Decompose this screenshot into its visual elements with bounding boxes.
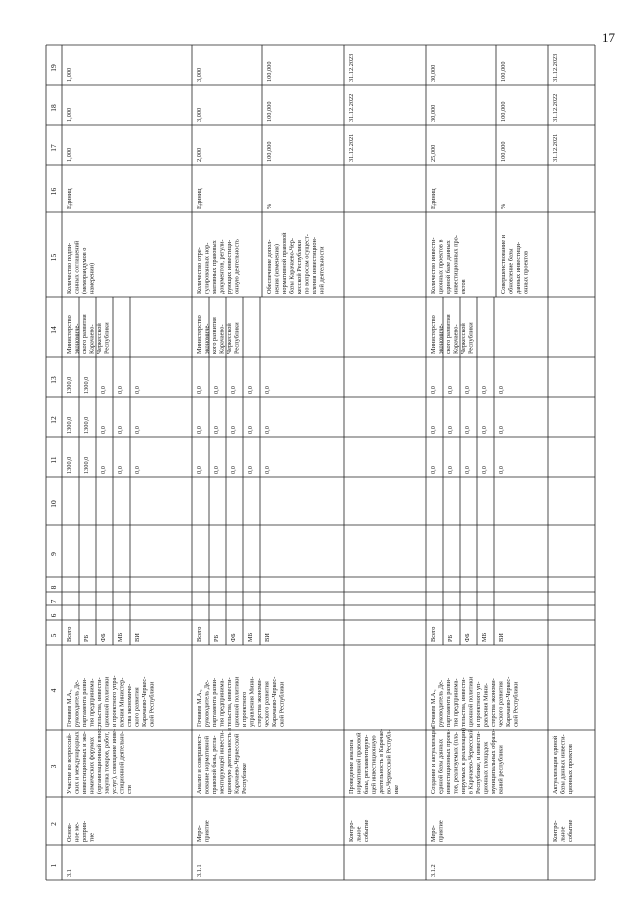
row-executor: кого развития xyxy=(211,317,218,354)
value-2023: 1,000 xyxy=(66,67,73,82)
value-2023: 100,000 xyxy=(500,61,507,82)
row-type: ное ме- xyxy=(73,822,81,842)
value-2023: 3,000 xyxy=(196,67,203,82)
amount-col-12: 0,0 xyxy=(100,426,107,434)
indicator-name: намерении) xyxy=(88,262,96,294)
indicator-name: ектов xyxy=(460,279,467,294)
amount-col-11: 0,0 xyxy=(230,466,237,474)
amount-col-11: 0,0 xyxy=(213,466,220,474)
amount-col-12: 0,0 xyxy=(213,426,220,434)
amount-col-13: 0,0 xyxy=(117,386,124,394)
funding-source: ФБ xyxy=(464,633,471,642)
row-title: ваний республики xyxy=(497,745,505,794)
row-responsible: и проектного уп- xyxy=(475,681,482,727)
row-number: 3.1 xyxy=(66,869,73,877)
row-title: муниципальных образо- xyxy=(490,728,497,794)
row-responsible: равления Мини- xyxy=(482,683,490,727)
row-title: деятельность в Карачае- xyxy=(378,728,385,794)
row-title: Проведение анализа xyxy=(348,739,355,794)
deadline-2023: 31.12.2023 xyxy=(552,53,559,82)
indicator-name: документов, регули- xyxy=(218,239,226,294)
funding-source: ВИ xyxy=(264,633,271,642)
amount-col-11: 0,0 xyxy=(481,466,488,474)
row-executor: Республики xyxy=(103,322,111,354)
row-responsible: партамента разви- xyxy=(81,677,88,727)
indicator-name: (меморандумов о xyxy=(81,247,88,294)
value-2021: 25,000 xyxy=(430,144,437,162)
row-responsible: стерства экономи- xyxy=(490,678,497,727)
row-title: номических форумах xyxy=(88,736,96,794)
indicator-name: Количество подпи- xyxy=(66,242,73,294)
amount-col-11: 1300,0 xyxy=(83,456,90,474)
row-title: Создание и актуализация xyxy=(430,726,437,794)
row-title: единой базы данных xyxy=(437,738,445,794)
funding-source: ФБ xyxy=(230,633,237,642)
row-type: льное xyxy=(355,826,363,842)
row-type: событие xyxy=(567,819,574,842)
row-title: нируемых к реализации) xyxy=(460,727,467,794)
row-type: Контро- xyxy=(552,820,559,842)
row-type: роприя- xyxy=(81,820,88,842)
deadline-2023: 31.12.2023 xyxy=(348,53,355,82)
row-title: правовой базы, регла- xyxy=(211,735,218,794)
row-responsible: ционной политики xyxy=(467,676,475,727)
indicator-name: единой базе данных xyxy=(445,240,452,294)
funding-source: Всего xyxy=(66,626,73,642)
row-title: услуг), совещание инве- xyxy=(111,728,118,794)
deadline-2022: 31.12.2022 xyxy=(552,93,559,122)
column-header: 10 xyxy=(49,500,58,508)
row-type: тие xyxy=(88,833,96,842)
row-responsible: стерства экономи- xyxy=(256,678,263,727)
indicator-name: Обеспечение допол- xyxy=(266,239,273,294)
column-header: 8 xyxy=(49,585,58,590)
row-responsible: ства экономиче- xyxy=(126,683,133,727)
value-2022: 30,000 xyxy=(430,104,437,122)
row-title: нормативной правовой xyxy=(355,732,363,794)
amount-col-13: 0,0 xyxy=(196,386,203,394)
row-title: щей инвестиционную xyxy=(370,735,378,794)
column-header: 5 xyxy=(49,633,58,638)
row-title: ментирующей инвести- xyxy=(218,730,226,794)
amount-col-11: 1300,0 xyxy=(66,456,73,474)
amount-col-11: 0,0 xyxy=(447,466,454,474)
row-responsible: и проектного упра- xyxy=(111,675,118,727)
row-responsible: Гочияев М.А., xyxy=(66,689,73,727)
column-header: 18 xyxy=(49,104,58,112)
row-executor: Черкесской xyxy=(96,323,103,354)
value-2021: 1,000 xyxy=(66,147,73,162)
value-2022: 100,000 xyxy=(500,101,507,122)
column-header: 12 xyxy=(49,416,58,424)
indicator-unit: Единиц xyxy=(430,188,437,209)
indicator-name: базы Карачаево-Чер- xyxy=(288,238,296,294)
row-responsible: тельства, инвести- xyxy=(96,677,103,727)
row-type: Контро- xyxy=(348,820,355,842)
column-header: 2 xyxy=(49,822,58,826)
indicator-name: онную деятельность xyxy=(233,239,241,294)
amount-col-12: 0,0 xyxy=(117,426,124,434)
amount-col-11: 0,0 xyxy=(264,466,271,474)
row-type: приятие xyxy=(437,820,445,842)
amount-col-11: 0,0 xyxy=(134,466,141,474)
funding-source: Всего xyxy=(430,626,437,642)
indicator-name: нения (изменения) xyxy=(273,244,281,294)
indicator-name: Совершенствование и xyxy=(500,234,507,294)
amount-col-13: 0,0 xyxy=(247,386,254,394)
indicator-name: инвестиционных про- xyxy=(452,235,460,294)
row-executor: Республики xyxy=(467,322,475,354)
amount-col-13: 0,0 xyxy=(100,386,107,394)
row-title: Участие во всероссий- xyxy=(66,733,73,794)
row-type: событие xyxy=(363,819,370,842)
row-executor: Карачаево- xyxy=(218,324,226,354)
deadline-2021: 31.12.2021 xyxy=(552,133,559,162)
funding-source: МБ xyxy=(247,632,254,642)
amount-col-13: 0,0 xyxy=(464,386,471,394)
row-responsible: руководитель Де- xyxy=(73,680,81,727)
amount-col-12: 1300,0 xyxy=(83,416,90,434)
row-executor: экономиче- xyxy=(73,323,81,354)
amount-col-13: 0,0 xyxy=(430,386,437,394)
indicator-name: данных инвестици- xyxy=(515,241,522,294)
indicator-name: ционных проектов в xyxy=(437,239,445,294)
row-responsible: ской Республики xyxy=(278,681,286,727)
row-executor: Республики xyxy=(233,322,241,354)
value-2022: 3,000 xyxy=(196,107,203,122)
row-type: приятие xyxy=(203,820,211,842)
column-header: 7 xyxy=(49,599,58,604)
row-responsible: руководитель Де- xyxy=(437,680,445,727)
value-2022: 1,000 xyxy=(66,107,73,122)
indicator-name: санных соглашений xyxy=(73,240,81,294)
row-executor: Карачаево- xyxy=(452,324,460,354)
row-responsible: тельства, инвести- xyxy=(460,677,467,727)
column-header: 14 xyxy=(49,326,58,334)
amount-col-13: 0,0 xyxy=(264,386,271,394)
funding-source: РБ xyxy=(213,634,220,642)
row-title: ике xyxy=(393,784,400,794)
indicator-name: онных проектов xyxy=(522,250,530,294)
funding-source: РБ xyxy=(447,634,454,642)
amount-col-12: 0,0 xyxy=(481,426,488,434)
column-header: 9 xyxy=(49,552,58,556)
row-executor: Министерство xyxy=(196,315,203,354)
funding-source: Всего xyxy=(196,626,203,642)
column-header: 15 xyxy=(49,253,58,262)
row-title: базы данных инвести- xyxy=(559,734,567,794)
amount-col-13: 0,0 xyxy=(213,386,220,394)
row-executor: ского развития xyxy=(445,314,452,354)
row-title: стиционной деятельно- xyxy=(118,731,126,794)
row-responsible: ческого развития xyxy=(263,681,271,727)
indicator-unit: % xyxy=(500,203,507,209)
amount-col-12: 0,0 xyxy=(447,426,454,434)
indicator-name: кесской Республики xyxy=(296,240,303,294)
indicator-name: вления инвестицион- xyxy=(311,237,318,294)
column-header: 3 xyxy=(49,764,58,769)
row-responsible: тия предпринима- xyxy=(88,678,96,727)
amount-col-12: 1300,0 xyxy=(66,416,73,434)
row-responsible: ского развития xyxy=(133,687,141,727)
row-title: закупка товаров, работ, xyxy=(103,731,111,794)
row-type: льное xyxy=(559,826,567,842)
amount-col-11: 0,0 xyxy=(464,466,471,474)
row-executor: Черкесской xyxy=(460,323,467,354)
funding-source: ФБ xyxy=(100,633,107,642)
funding-source: ВИ xyxy=(498,633,505,642)
row-responsible: Гочияев М.А., xyxy=(196,689,203,727)
amount-col-11: 0,0 xyxy=(100,466,107,474)
value-2021: 100,000 xyxy=(266,141,273,162)
amount-col-12: 0,0 xyxy=(264,426,271,434)
row-title: ционную деятельность в xyxy=(226,727,233,794)
value-2022: 100,000 xyxy=(266,101,273,122)
row-responsible: Гочияев М.А., xyxy=(430,689,437,727)
row-title: инвестиционных и эко- xyxy=(81,731,88,794)
row-responsible: тия предпринима- xyxy=(218,678,226,727)
indicator-name: нормативной правовой xyxy=(281,232,288,294)
row-executor: Черкесской xyxy=(226,323,233,354)
row-executor: экономиче- xyxy=(437,323,445,354)
row-title: в Карачаево-Черкесской xyxy=(467,729,475,794)
row-title: Республике xyxy=(241,763,248,794)
amount-col-11: 0,0 xyxy=(117,466,124,474)
row-number: 3.1.1 xyxy=(196,864,203,877)
row-responsible: ционной политики xyxy=(233,676,241,727)
row-title: ционных площадок xyxy=(482,741,490,794)
indicator-name: ной деятельности xyxy=(318,246,326,294)
indicator-name: обновление базы xyxy=(507,248,515,294)
row-title: вование нормативной xyxy=(203,736,211,794)
amount-col-13: 0,0 xyxy=(230,386,237,394)
row-responsible: тельства, инвести- xyxy=(226,677,233,727)
amount-col-12: 0,0 xyxy=(498,426,505,434)
row-responsible: ской Республики xyxy=(512,681,520,727)
funding-source: РБ xyxy=(83,634,90,642)
indicator-unit: Единиц xyxy=(196,188,203,209)
row-title: Актуализация единой xyxy=(552,735,559,794)
amount-col-11: 0,0 xyxy=(498,466,505,474)
amount-col-13: 0,0 xyxy=(481,386,488,394)
row-responsible: Карачаево-Черкес- xyxy=(141,676,148,727)
amount-col-12: 0,0 xyxy=(230,426,237,434)
page-number: 17 xyxy=(602,30,615,45)
amount-col-13: 0,0 xyxy=(447,386,454,394)
row-responsible: ческого развития xyxy=(497,681,505,727)
row-number: 3.1.2 xyxy=(430,864,437,877)
amount-col-12: 0,0 xyxy=(464,426,471,434)
row-title: ционных проектов xyxy=(567,744,574,794)
value-2023: 30,000 xyxy=(430,64,437,82)
deadline-2021: 31.12.2021 xyxy=(348,133,355,162)
funding-source: МБ xyxy=(481,632,488,642)
row-responsible: вления Министер- xyxy=(118,677,126,727)
row-title: тов, реализуемых (пла- xyxy=(452,732,460,794)
row-title: ских и международных xyxy=(73,731,81,794)
row-title: сти xyxy=(126,785,133,794)
row-type: Меро- xyxy=(430,825,437,842)
indicator-unit: Единиц xyxy=(66,188,73,209)
column-header: 19 xyxy=(49,64,58,72)
row-title: базы, регламентирую- xyxy=(363,734,370,794)
row-title: инвестиционных проек- xyxy=(445,729,452,794)
row-type: Основ- xyxy=(66,823,73,842)
value-2023: 100,000 xyxy=(266,61,273,82)
amount-col-12: 0,0 xyxy=(247,426,254,434)
row-title: Республике, и инвести- xyxy=(475,731,482,794)
row-title: во-Черкесской Республ- xyxy=(385,729,393,794)
row-responsible: руководитель Де- xyxy=(203,680,211,727)
amount-col-13: 0,0 xyxy=(134,386,141,394)
amount-col-13: 1300,0 xyxy=(83,376,90,394)
indicator-name: рующих инвестици- xyxy=(226,239,233,294)
row-title: (организационный взнос, xyxy=(96,725,103,794)
row-responsible: партамента разви- xyxy=(445,677,452,727)
row-executor: Карачаево- xyxy=(88,324,96,354)
row-executor: ского развития xyxy=(81,314,88,354)
row-responsible: партамента разви- xyxy=(211,677,218,727)
row-executor: Министерство xyxy=(430,315,437,354)
column-header: 16 xyxy=(49,187,58,196)
amount-col-12: 0,0 xyxy=(196,426,203,434)
row-executor: Министерство xyxy=(66,315,73,354)
row-executor: экономиче- xyxy=(203,323,211,354)
row-title: Анализ и совершенст- xyxy=(196,734,203,794)
row-responsible: Карачаево-Черкес- xyxy=(271,676,278,727)
row-responsible: и проектного xyxy=(241,691,248,727)
amount-col-13: 1300,0 xyxy=(66,376,73,394)
amount-col-12: 0,0 xyxy=(134,426,141,434)
row-responsible: тия предпринима- xyxy=(452,678,460,727)
row-responsible: Карачаево-Черкес- xyxy=(505,676,512,727)
indicator-unit: % xyxy=(266,203,273,209)
amount-col-11: 0,0 xyxy=(196,466,203,474)
amount-col-12: 0,0 xyxy=(430,426,437,434)
funding-source: МБ xyxy=(117,632,124,642)
indicator-name: Количество инвести- xyxy=(430,237,437,294)
value-2021: 100,000 xyxy=(500,141,507,162)
row-responsible: ционной политики xyxy=(103,676,111,727)
row-responsible: ской Республики xyxy=(148,681,156,727)
amount-col-11: 0,0 xyxy=(247,466,254,474)
value-2021: 2,000 xyxy=(196,147,203,162)
column-header: 6 xyxy=(49,613,58,618)
column-header: 17 xyxy=(49,144,58,152)
indicator-name: мативных правовых xyxy=(211,240,218,294)
column-header: 4 xyxy=(49,688,58,693)
amount-col-13: 0,0 xyxy=(498,386,505,394)
indicator-name: по вопросам осущест- xyxy=(303,234,311,294)
column-header: 13 xyxy=(49,376,58,384)
column-header: 11 xyxy=(49,456,58,464)
indicator-name: гулированных нор- xyxy=(203,242,211,294)
row-responsible: управления Мини- xyxy=(248,676,256,727)
row-title: Карачаево-Черкесской xyxy=(233,733,241,794)
row-type: Меро- xyxy=(196,825,203,842)
column-header: 1 xyxy=(49,863,58,868)
deadline-2022: 31.12.2022 xyxy=(348,93,355,122)
funding-source: ВИ xyxy=(134,633,141,642)
indicator-name: Количество отре- xyxy=(196,247,203,294)
amount-col-11: 0,0 xyxy=(430,466,437,474)
